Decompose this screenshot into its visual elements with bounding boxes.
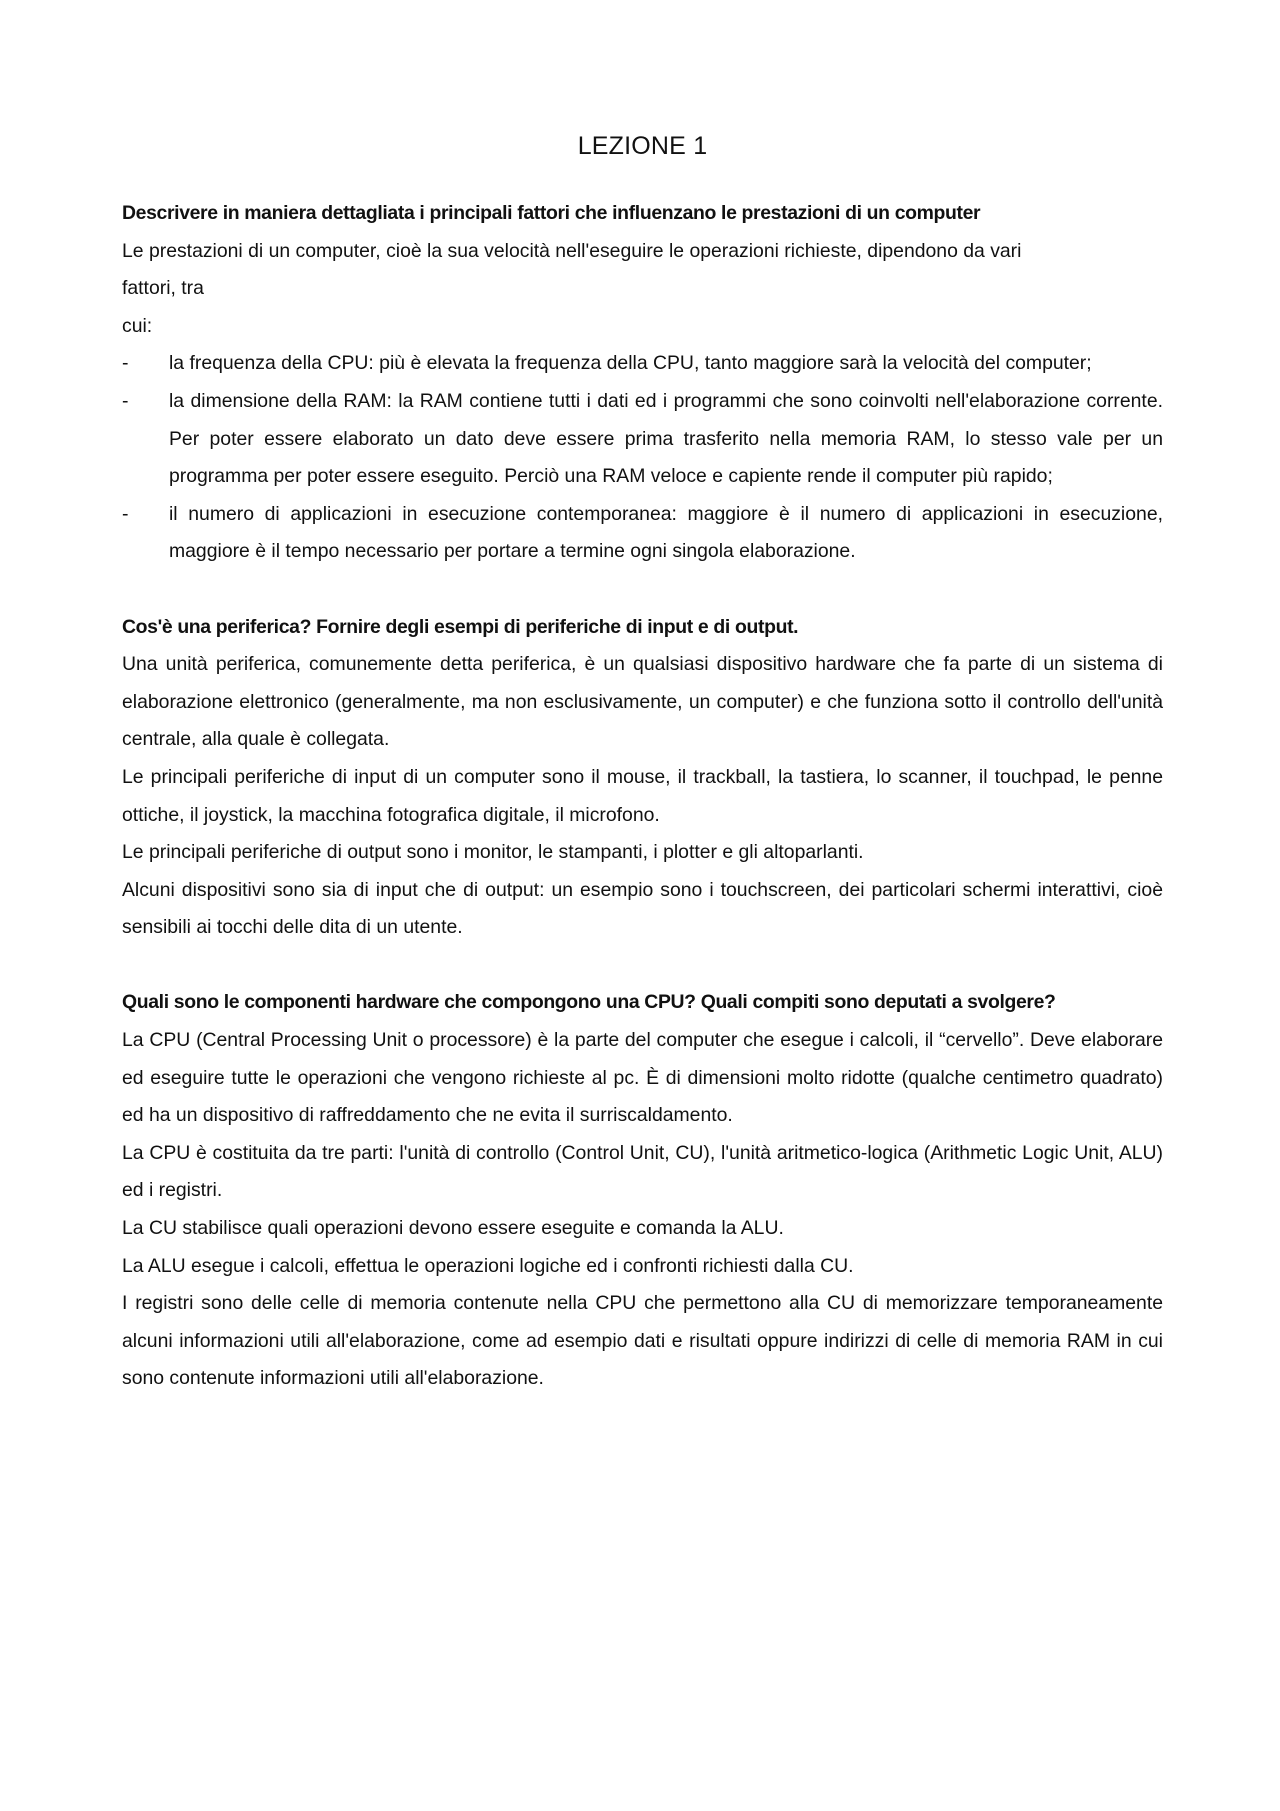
intro-line: Le prestazioni di un computer, cioè la sua velocità nell'eseguire le operazioni richieste, dipendono da vari xyxy=(122,239,1022,262)
list-item xyxy=(122,345,1163,383)
paragraph: Le principali periferiche di input di un computer sono il mouse, il trackball, la tastiera, lo scanner, il touchpad, le penne ottiche, il joystick, la macchina fotografica digitale, il microfono. xyxy=(122,765,1163,826)
intro-line: fattori, tra xyxy=(122,277,204,300)
list-item-text: la frequenza della CPU: più è elevata la frequenza della CPU, tanto maggiore sarà la velocità del computer; xyxy=(169,352,1092,375)
section-peripherals xyxy=(122,609,1163,947)
bullet-marker: - xyxy=(122,389,129,412)
paragraph: La CPU è costituita da tre parti: l'unità di controllo (Control Unit, CU), l'unità aritmetico-logica (Arithmetic Logic Unit, ALU) ed i registri. xyxy=(122,1141,1163,1202)
paragraph: Alcuni dispositivi sono sia di input che di output: un esempio sono i touchscreen, dei particolari schermi interattivi, cioè sensibili ai tocchi delle dita di un utente. xyxy=(122,878,1163,939)
bullet-list xyxy=(122,345,1163,571)
paragraph: La CPU (Central Processing Unit o processore) è la parte del computer che esegue i calcoli, il “cervello”. Deve elaborare ed eseguire tutte le operazioni che vengono richieste al pc. È di dimensioni molto ridotte (qualche centimetro quadrato) ed ha un dispositivo di raffreddamento che ne evita il surriscaldamento. xyxy=(122,1029,1163,1127)
section-performance-factors xyxy=(122,195,1163,571)
document-body xyxy=(122,195,1163,1398)
bullet-marker: - xyxy=(122,502,129,525)
section-question: Descrivere in maniera dettagliata i principali fattori che influenzano le prestazioni di un computer xyxy=(122,202,981,224)
intro-line: cui: xyxy=(122,314,153,337)
paragraph: I registri sono delle celle di memoria contenute nella CPU che permettono alla CU di memorizzare temporaneamente alcuni informazioni utili all'elaborazione, come ad esempio dati e risultati oppure indirizzi di celle di memoria RAM in cui sono contenute informazioni utili all'elaborazione. xyxy=(122,1292,1163,1390)
list-item xyxy=(122,383,1163,496)
paragraph: La ALU esegue i calcoli, effettua le operazioni logiche ed i confronti richiesti dalla CU. xyxy=(122,1254,854,1277)
page-title: LEZIONE 1 xyxy=(577,132,708,160)
list-item-text: il numero di applicazioni in esecuzione contemporanea: maggiore è il numero di applicazioni in esecuzione, maggiore è il tempo necessario per portare a termine ogni singola elaborazione. xyxy=(169,502,1163,563)
list-item xyxy=(122,496,1163,571)
paragraph: Una unità periferica, comunemente detta periferica, è un qualsiasi dispositivo hardware che fa parte di un sistema di elaborazione elettronico (generalmente, ma non esclusivamente, un computer) e che funziona sotto il controllo dell'unità centrale, alla quale è collegata. xyxy=(122,653,1163,751)
section-question: Quali sono le componenti hardware che compongono una CPU? Quali compiti sono deputati a svolgere? xyxy=(122,991,1056,1014)
paragraph: La CU stabilisce quali operazioni devono essere eseguite e comanda la ALU. xyxy=(122,1217,784,1240)
section-question: Cos'è una periferica? Fornire degli esempi di periferiche di input e di output. xyxy=(122,615,799,638)
bullet-marker: - xyxy=(122,352,129,375)
section-cpu-components xyxy=(122,984,1163,1398)
list-item-text: la dimensione della RAM: la RAM contiene tutti i dati ed i programmi che sono coinvolti nell'elaborazione corrente. Per poter essere elaborato un dato deve essere prima trasferito nella memoria RAM, lo stesso vale per un programma per poter essere eseguito. Perciò una RAM veloce e capiente rende il computer più rapido; xyxy=(169,389,1163,488)
paragraph: Le principali periferiche di output sono i monitor, le stampanti, i plotter e gli altoparlanti. xyxy=(122,841,864,864)
